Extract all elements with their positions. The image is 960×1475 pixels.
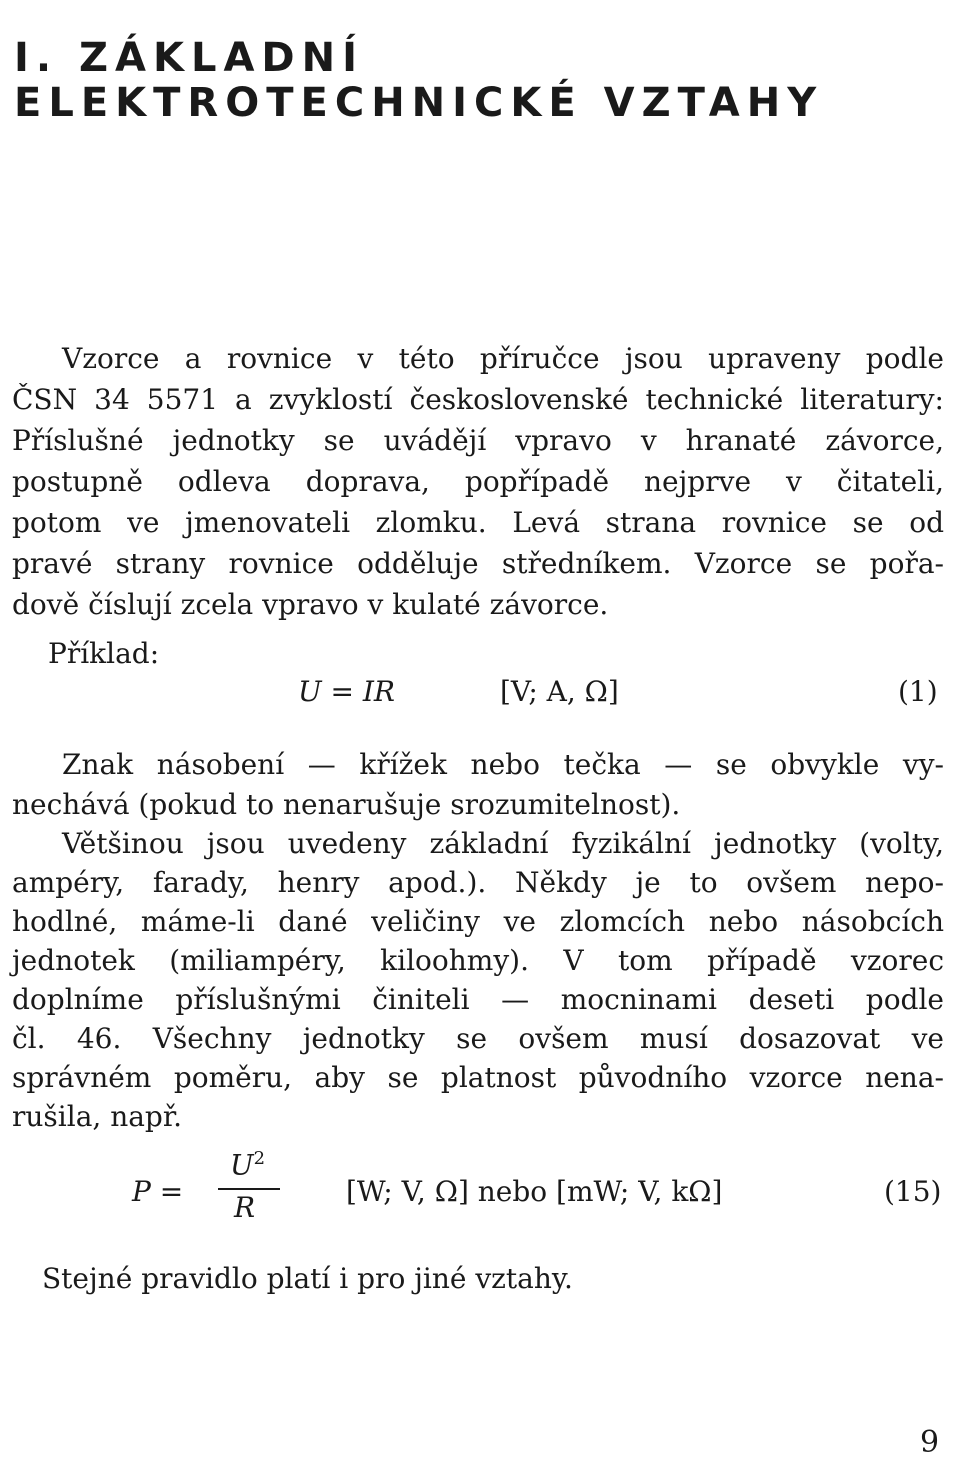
paragraph-2-line-1: Znak násobení — křížek nebo tečka — se obvykle vy-: [62, 748, 944, 781]
paragraph-3-line-2: ampéry, farady, henry apod.). Někdy je to ovšem nepo-: [12, 866, 944, 899]
paragraph-3-line-4: jednotek (miliampéry, kiloohmy). V tom případě vzorec: [12, 944, 944, 977]
paragraph-1-line-5: potom ve jmenovateli zlomku. Levá strana rovnice se od: [12, 506, 944, 539]
equation-2-numerator: [230, 1148, 266, 1182]
fraction-bar: [218, 1188, 280, 1190]
chapter-title-line-2: ELEKTROTECHNICKÉ VZTAHY: [14, 80, 824, 126]
equation-1-units: [V; A, Ω]: [500, 675, 619, 708]
equation-2-lhs: P =: [132, 1175, 184, 1208]
equation-1-formula: U = IR: [298, 675, 396, 708]
equation-2-numerator-symbol: U: [230, 1148, 254, 1182]
example-label: Příklad:: [48, 637, 160, 670]
paragraph-1-line-1: Vzorce a rovnice v této příručce jsou upraveny podle: [62, 342, 944, 375]
equation-2-number: (15): [884, 1175, 942, 1208]
paragraph-1-line-3: Příslušné jednotky se uvádějí vpravo v hranaté závorce,: [12, 424, 944, 457]
closing-sentence: Stejné pravidlo platí i pro jiné vztahy.: [42, 1262, 573, 1295]
paragraph-1-line-4: postupně odleva doprava, popřípadě nejprve v čitateli,: [12, 465, 944, 498]
paragraph-3-line-6: čl. 46. Všechny jednotky se ovšem musí dosazovat ve: [12, 1022, 944, 1055]
paragraph-3-line-8: rušila, např.: [12, 1100, 183, 1133]
paragraph-3-line-1: Většinou jsou uvedeny základní fyzikální jednotky (volty,: [62, 827, 944, 860]
paragraph-1-line-2: ČSN 34 5571 a zvyklostí československé technické literatury:: [12, 383, 944, 416]
equation-2-exponent: 2: [253, 1148, 266, 1169]
paragraph-3-line-3: hodlné, máme-li dané veličiny ve zlomcích nebo násobcích: [12, 905, 944, 938]
paragraph-1-line-7: dově číslují zcela vpravo v kulaté závorce.: [12, 588, 609, 621]
paragraph-3-line-5: doplníme příslušnými činiteli — mocninami deseti podle: [12, 983, 944, 1016]
equation-2-fraction: [218, 1148, 278, 1224]
page-number: 9: [920, 1425, 940, 1460]
equation-2-denominator: R: [234, 1191, 256, 1224]
equation-2-units: [W; V, Ω] nebo [mW; V, kΩ]: [346, 1175, 723, 1208]
chapter-title-line-1: I. ZÁKLADNÍ: [14, 35, 364, 81]
equation-1-number: (1): [898, 675, 938, 708]
paragraph-3-line-7: správném poměru, aby se platnost původního vzorce nena-: [12, 1061, 944, 1094]
paragraph-1-line-6: pravé strany rovnice odděluje středníkem. Vzorce se pořa-: [12, 547, 944, 580]
paragraph-2-line-2: nechává (pokud to nenarušuje srozumitelnost).: [12, 788, 681, 821]
